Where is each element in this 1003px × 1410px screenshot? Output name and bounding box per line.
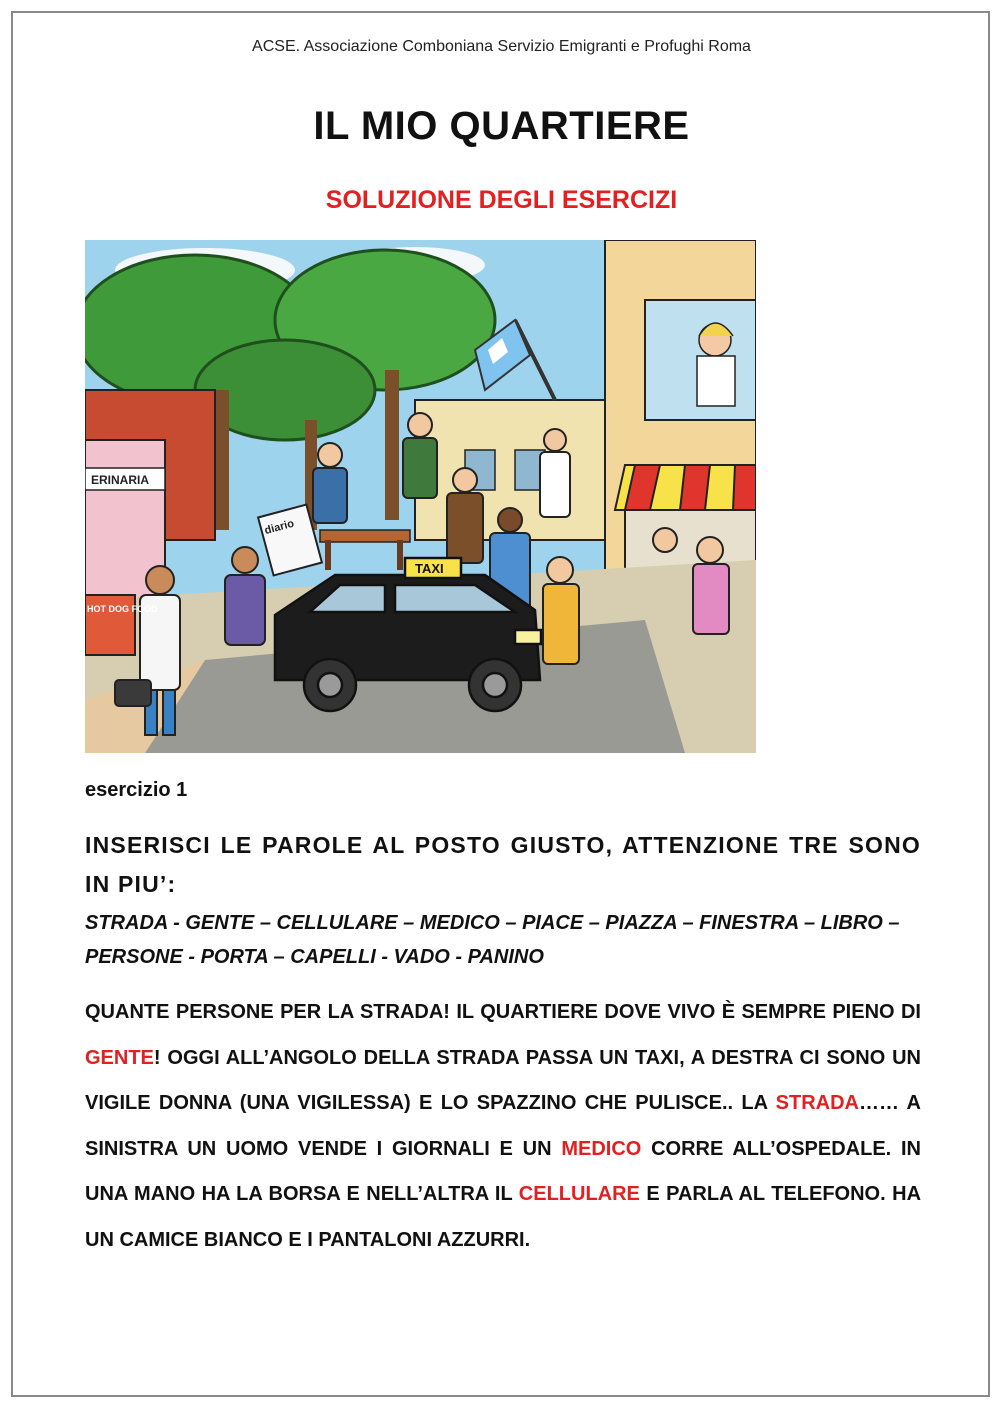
taxi-sign: TAXI	[415, 561, 444, 576]
answer-word: GENTE	[85, 1046, 154, 1069]
text-segment: ! OGGI ALL’ANGOLO DELLA STRADA PASSA UN TAXI, A DESTRA CI SONO UN VIGILE DONNA (UNA VIGILESSA) E LO SPAZZINO CHE PULISCE.. LA	[85, 1046, 921, 1114]
text-segment: QUANTE PERSONE PER LA STRADA! IL QUARTIERE DOVE VIVO È SEMPRE PIENO DI	[85, 1001, 921, 1023]
vet-sign: ERINARIA	[91, 473, 150, 487]
exercise-instruction: INSERISCI LE PAROLE AL POSTO GIUSTO, ATTENZIONE TRE SONO IN PIU’:	[85, 832, 921, 897]
neighborhood-illustration	[85, 240, 756, 753]
news-sign: diario	[263, 517, 296, 538]
page-subtitle: SOLUZIONE DEGLI ESERCIZI	[325, 186, 678, 214]
answer-word: MEDICO	[561, 1137, 642, 1160]
word-bank-line: STRADA - GENTE – CELLULARE – MEDICO – PIACE – PIAZZA – FINESTRA – LIBRO –	[85, 912, 900, 934]
word-bank-line: PERSONE - PORTA – CAPELLI - VADO - PANINO	[85, 946, 544, 968]
text-segment: CORRE ALL’OSPEDALE. IN UNA MANO HA LA BORSA E NELL’ALTRA IL	[85, 1137, 922, 1205]
answer-word: CELLULARE	[518, 1183, 640, 1205]
text-segment: …… A SINISTRA UN UOMO VENDE I GIORNALI E UN	[85, 1092, 922, 1160]
answer-word: STRADA	[775, 1092, 859, 1114]
text-segment: E PARLA AL TELEFONO. HA UN CAMICE BIANCO E I PANTALONI AZZURRI.	[85, 1183, 922, 1251]
word-bank	[85, 906, 921, 974]
page-title: IL MIO QUARTIERE	[313, 104, 690, 148]
hotdog-sign: HOT DOG FOOD	[87, 604, 158, 614]
exercise-label: esercizio 1	[85, 779, 188, 801]
header-organization: ACSE. Associazione Comboniana Servizio Emigranti e Profughi Roma	[252, 38, 751, 55]
exercise-text	[85, 990, 921, 1263]
